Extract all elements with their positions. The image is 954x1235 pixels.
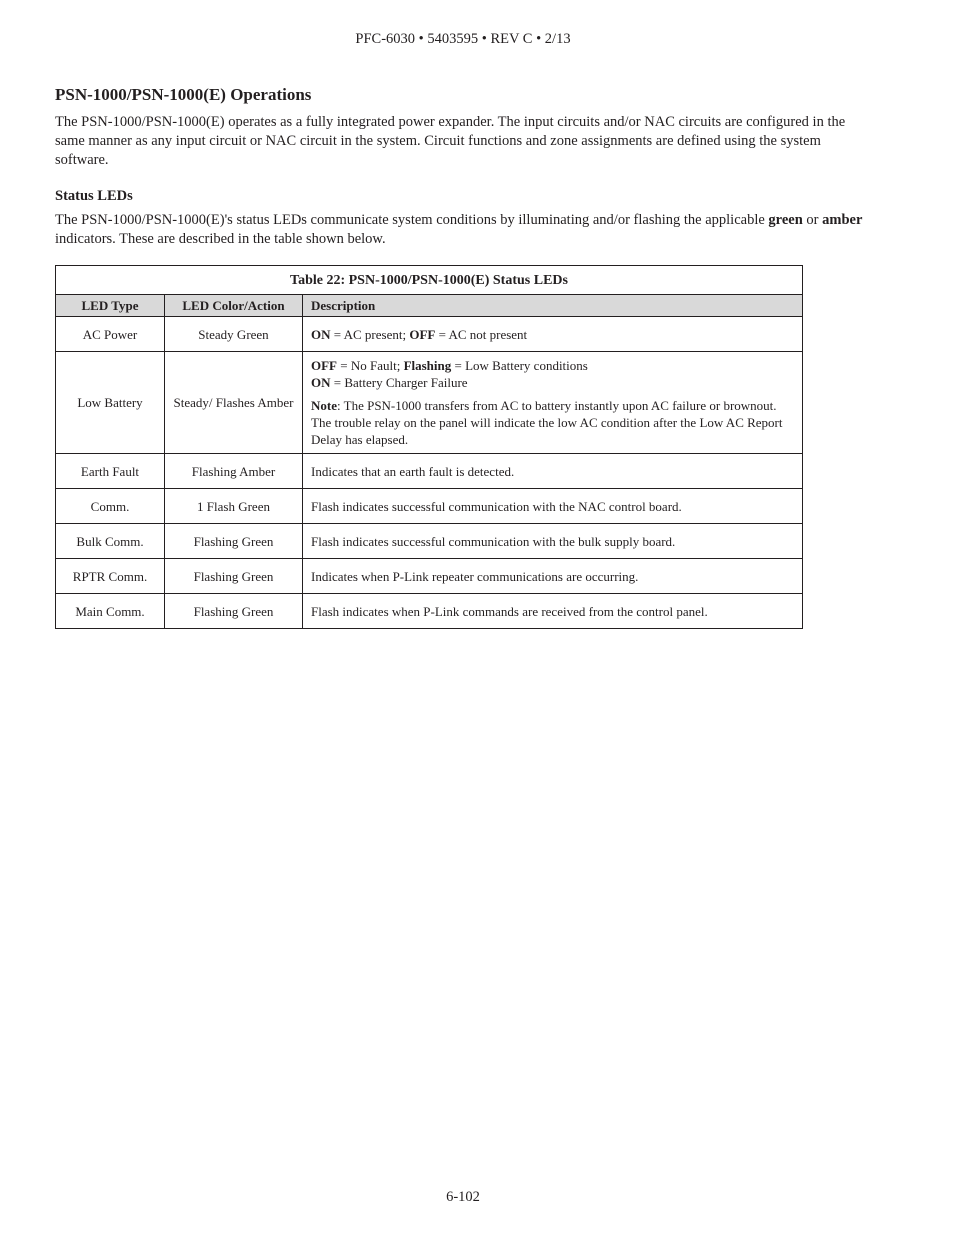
status-leds-text-3: indicators. These are described in the table shown below. bbox=[55, 231, 386, 247]
table-caption: Table 22: PSN-1000/PSN-1000(E) Status LEDs bbox=[56, 266, 803, 295]
table-row bbox=[56, 352, 803, 454]
on-text: = AC present; bbox=[330, 326, 410, 342]
table-caption-row bbox=[56, 266, 803, 295]
page-number: 6-102 bbox=[446, 1189, 480, 1205]
led-type-cell: Main Comm. bbox=[56, 594, 165, 629]
table-header-row bbox=[56, 295, 803, 317]
table-row bbox=[56, 594, 803, 629]
table-row bbox=[56, 454, 803, 489]
led-color-cell: 1 Flash Green bbox=[165, 489, 303, 524]
led-type-cell: Low Battery bbox=[56, 352, 165, 454]
section-title: PSN-1000/PSN-1000(E) Operations bbox=[55, 85, 312, 104]
document-header: PFC-6030 • 5403595 • REV C • 2/13 bbox=[355, 31, 571, 47]
status-line-1 bbox=[311, 357, 794, 374]
header-led-color: LED Color/Action bbox=[165, 295, 303, 317]
status-leds-heading: Status LEDs bbox=[55, 188, 133, 204]
led-color-cell: Flashing Amber bbox=[165, 454, 303, 489]
description-cell: Flash indicates successful communication with the bulk supply board. bbox=[303, 524, 803, 559]
led-color-cell: Flashing Green bbox=[165, 594, 303, 629]
table-row bbox=[56, 489, 803, 524]
header-description: Description bbox=[303, 295, 803, 317]
off-label: OFF bbox=[409, 326, 436, 342]
note-line bbox=[311, 397, 794, 448]
led-color-cell: Steady Green bbox=[165, 317, 303, 352]
led-type-cell: AC Power bbox=[56, 317, 165, 352]
status-line-2 bbox=[311, 374, 794, 391]
led-color-cell: Flashing Green bbox=[165, 524, 303, 559]
status-leds-text-2: or bbox=[802, 212, 823, 228]
table-row bbox=[56, 317, 803, 352]
description-cell: Indicates that an earth fault is detected. bbox=[303, 454, 803, 489]
header-led-type: LED Type bbox=[56, 295, 165, 317]
flashing-text: = Low Battery conditions bbox=[451, 358, 588, 373]
description-cell bbox=[303, 352, 803, 454]
off-text: = AC not present bbox=[435, 326, 528, 342]
description-cell bbox=[303, 317, 803, 352]
status-leds-paragraph bbox=[55, 211, 873, 249]
led-type-cell: Bulk Comm. bbox=[56, 524, 165, 559]
amber-word: amber bbox=[822, 212, 863, 228]
table-row bbox=[56, 559, 803, 594]
note-label: Note bbox=[311, 398, 337, 413]
led-type-cell: Comm. bbox=[56, 489, 165, 524]
on-text: = Battery Charger Failure bbox=[330, 375, 468, 390]
description-cell: Flash indicates when P-Link commands are received from the control panel. bbox=[303, 594, 803, 629]
table-row bbox=[56, 524, 803, 559]
off-label: OFF bbox=[311, 358, 337, 373]
status-leds-table bbox=[55, 265, 803, 629]
status-leds-text-1: The PSN-1000/PSN-1000(E)'s status LEDs communicate system conditions by illuminating and/or flashing the applicable bbox=[55, 212, 769, 228]
led-color-cell: Steady/ Flashes Amber bbox=[165, 352, 303, 454]
led-color-cell: Flashing Green bbox=[165, 559, 303, 594]
off-text: = No Fault; bbox=[337, 358, 404, 373]
note-text: : The PSN-1000 transfers from AC to battery instantly upon AC failure or brownout. The trouble relay on the panel will indicate the low AC condition after the Low AC Report Delay has elapsed. bbox=[311, 398, 783, 447]
led-type-cell: Earth Fault bbox=[56, 454, 165, 489]
green-word: green bbox=[768, 212, 803, 228]
flashing-label: Flashing bbox=[403, 358, 452, 373]
description-cell: Flash indicates successful communication with the NAC control board. bbox=[303, 489, 803, 524]
on-label: ON bbox=[311, 326, 331, 342]
on-label: ON bbox=[311, 375, 331, 390]
led-type-cell: RPTR Comm. bbox=[56, 559, 165, 594]
description-cell: Indicates when P-Link repeater communications are occurring. bbox=[303, 559, 803, 594]
intro-paragraph: The PSN-1000/PSN-1000(E) operates as a fully integrated power expander. The input circuits and/or NAC circuits are configured in the same manner as any input circuit or NAC circuit in the system. Circuit functions and zone assignments are defined using the system software. bbox=[55, 114, 846, 168]
